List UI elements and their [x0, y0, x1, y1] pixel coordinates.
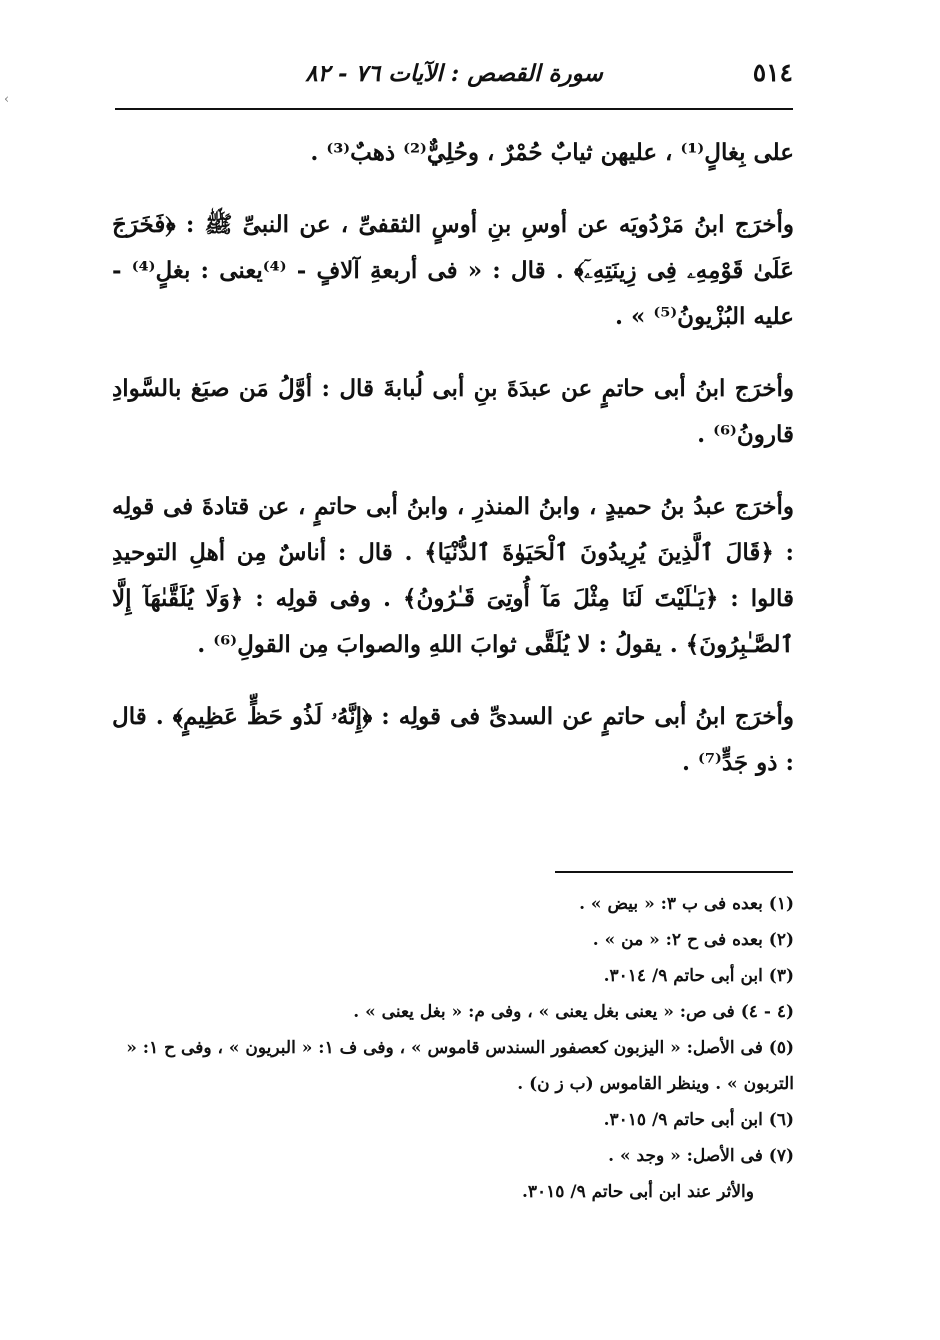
- footnotes: [112, 886, 794, 1210]
- footnote-4: (٤ - ٤) فى ص: « يعنى بغل يعنى » ، وفى م: « بغل يعنى » .: [353, 1002, 794, 1022]
- paragraph-4: وأخرَج عبدُ بنُ حميدٍ ، وابنُ المنذرِ ، وابنُ أبى حاتمٍ ، عن قتادةَ فى قولِه : ﴿قَالَ ٱلَّذِينَ يُرِيدُونَ ٱلْحَيَوٰةَ ٱلدُّنْيَا﴾ . قال : أناسٌ مِن أهلِ التوحيدِ قالوا : ﴿يَـٰلَيْتَ لَنَا مِثْلَ مَآ أُوتِىَ قَـٰرُونُ﴾ . وفى قولِه : ﴿وَلَا يُلَقَّىٰهَآ إِلَّا ٱلصَّـٰبِرُونَ﴾ . يقولُ : لا يُلَقَّى ثوابَ اللهِ والصوابَ مِن القولِ⁽⁶⁾ .: [112, 493, 794, 658]
- footnote-7: (٧) فى الأصل: « وجد » .: [608, 1146, 794, 1166]
- paragraph-5: وأخرَج ابنُ أبى حاتمٍ عن السدىِّ فى قولِه : ﴿إِنَّهُۥ لَذُو حَظٍّ عَظِيمٍ﴾ . قال : ذو جَدٍّ⁽⁷⁾ .: [112, 703, 794, 776]
- header-rule: [115, 108, 793, 110]
- header-title: سورة القصص : الآيات ٧٦ - ٨٢: [305, 60, 603, 87]
- page-number: ٥١٤: [752, 58, 793, 87]
- footnote-separator: [555, 871, 793, 873]
- footnote-5: (٥) فى الأصل: « اليزبون كعصفور السندس قاموس » ، وفى ف ١: « البريون » ، وفى ح ١: « التربون » . وينظر القاموس (ب ز ن) .: [126, 1038, 794, 1094]
- footnote-2: (٢) بعده فى ح ٢: « من » .: [592, 930, 794, 950]
- margin-mark: ‹: [4, 92, 10, 107]
- paragraph-1: على بِغالٍ⁽¹⁾ ، عليهن ثيابٌ حُمْرٌ ، وحُلِيٌّ⁽²⁾ ذهبٌ⁽³⁾ .: [310, 139, 794, 166]
- footnote-3: (٣) ابن أبى حاتم ٩/ ٣٠١٤.: [603, 966, 794, 986]
- footnote-7-continuation: والأثر عند ابن أبى حاتم ٩/ ٣٠١٥.: [521, 1182, 754, 1202]
- running-header: [115, 58, 793, 98]
- footnote-6: (٦) ابن أبى حاتم ٩/ ٣٠١٥.: [603, 1110, 794, 1130]
- paragraph-2: وأخرَج ابنُ مَرْدُويَه عن أوسِ بنِ أوسٍ الثقفىِّ ، عن النبىِّ ﷺ : ﴿فَخَرَجَ عَلَىٰ قَوْمِهِۦ فِى زِينَتِهِۦٓ﴾ . قال : « فى أربعةِ آلافٍ - ⁽⁴⁾يعنى : بغلٍ⁽⁴⁾ - عليه البُزْيونُ⁽⁵⁾ » .: [112, 211, 794, 330]
- footnote-1: (١) بعده فى ب ٣: « بيض » .: [579, 894, 794, 914]
- main-text: [112, 130, 794, 804]
- paragraph-3: وأخرَج ابنُ أبى حاتمٍ عن عبدَةَ بنِ أبى لُبابةَ قال : أوَّلُ مَن صبَغ بالسَّوادِ قارونُ⁽⁶⁾ .: [112, 375, 794, 448]
